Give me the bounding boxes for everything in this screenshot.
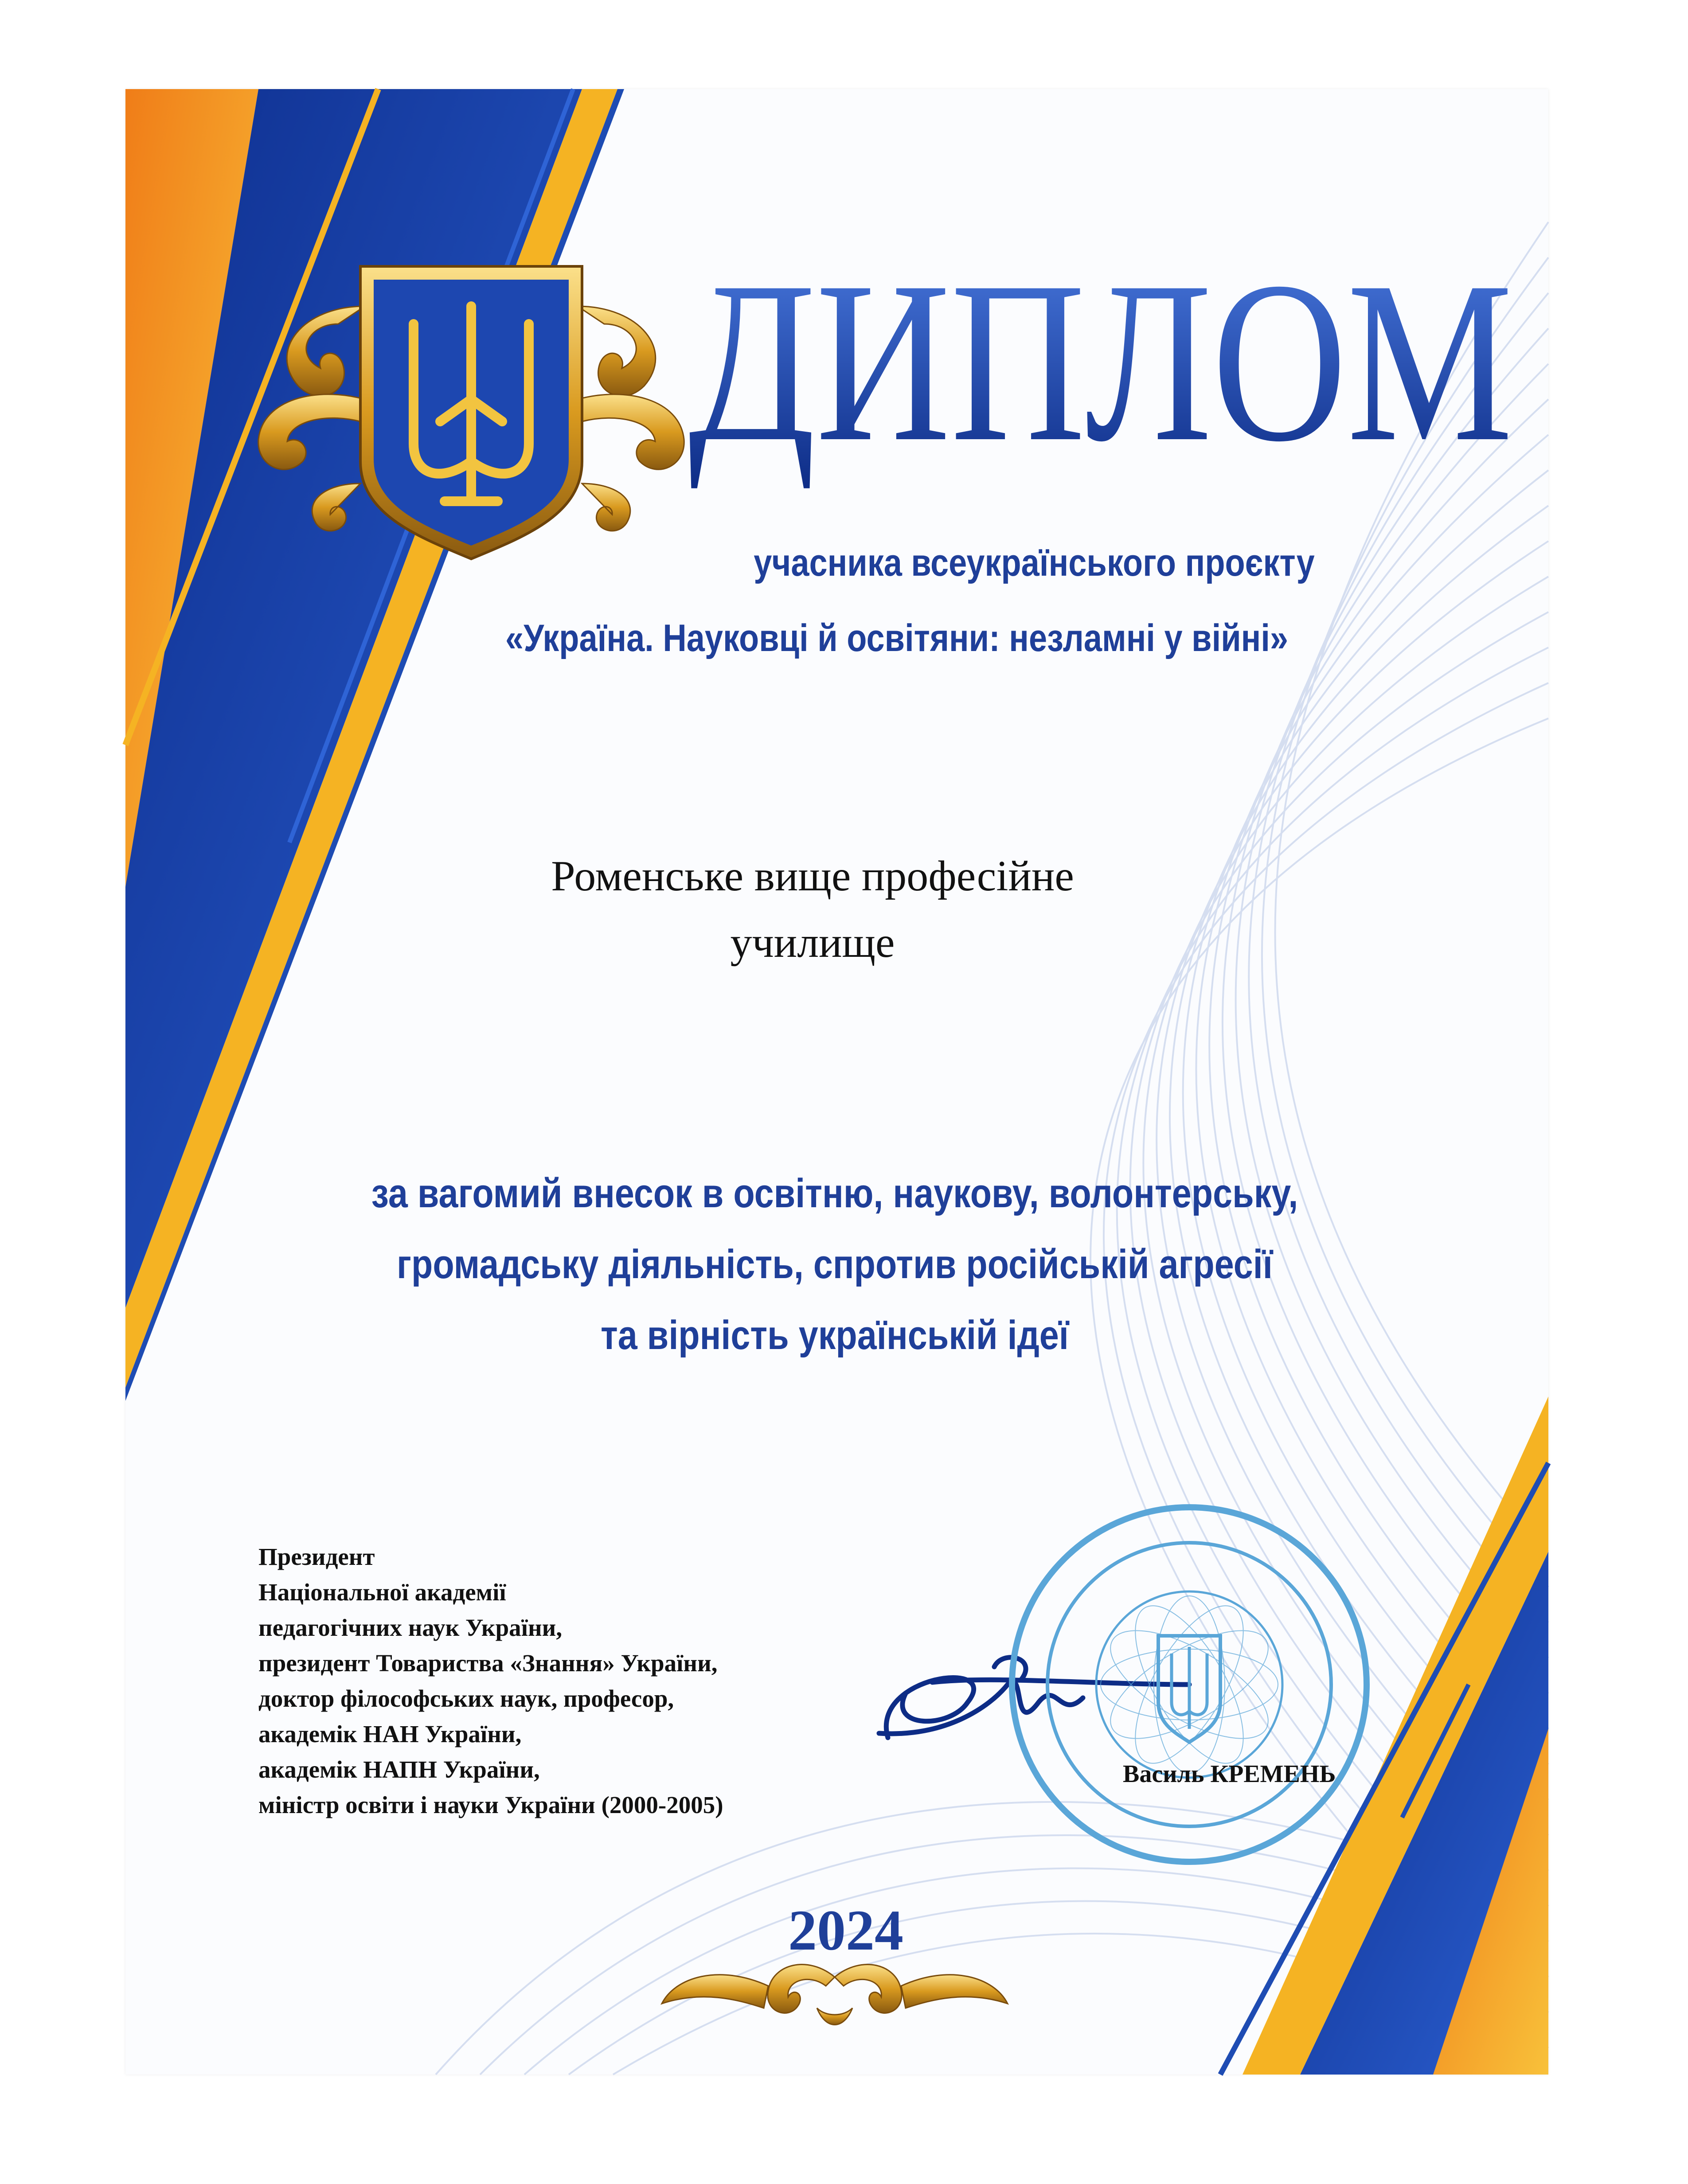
signatory-name: Василь КРЕМЕНЬ [1123, 1760, 1336, 1788]
diploma-title [680, 234, 1522, 489]
merit-line-3: та вірність українській ідеї [600, 1313, 1069, 1358]
diploma-year: 2024 [788, 1899, 903, 1962]
recipient-line-1: Роменське вище професійне [551, 852, 1074, 900]
credential-line: Національної академії [258, 1579, 506, 1606]
credential-line: академік НАН України, [258, 1720, 522, 1747]
recipient-line-2: училище [730, 919, 895, 967]
diploma-title-text: ДИПЛОМ [688, 234, 1513, 489]
credential-line: міністр освіти і науки України (2000-2005) [258, 1791, 723, 1818]
diploma-sheet [125, 89, 1548, 2075]
credential-line: доктор філософських наук, професор, [258, 1685, 674, 1712]
credential-line: академік НАПН України, [258, 1756, 540, 1783]
merit-line-2: громадську діяльність, спротив російській агресії [397, 1242, 1273, 1287]
subtitle-line-1: учасника всеукраїнського проєкту [754, 542, 1315, 584]
credential-line: педагогічних наук України, [258, 1614, 563, 1641]
merit-line-1: за вагомий внесок в освітню, наукову, волонтерську, [371, 1171, 1298, 1216]
credential-line: Президент [258, 1543, 375, 1570]
official-stamp-icon [1012, 1507, 1367, 1862]
corner-bottom-right [1220, 1396, 1548, 2075]
subtitle-line-2: «Україна. Науковці й освітяни: незламні у війні» [505, 617, 1289, 659]
credential-line: президент Товариства «Знання» України, [258, 1650, 718, 1677]
